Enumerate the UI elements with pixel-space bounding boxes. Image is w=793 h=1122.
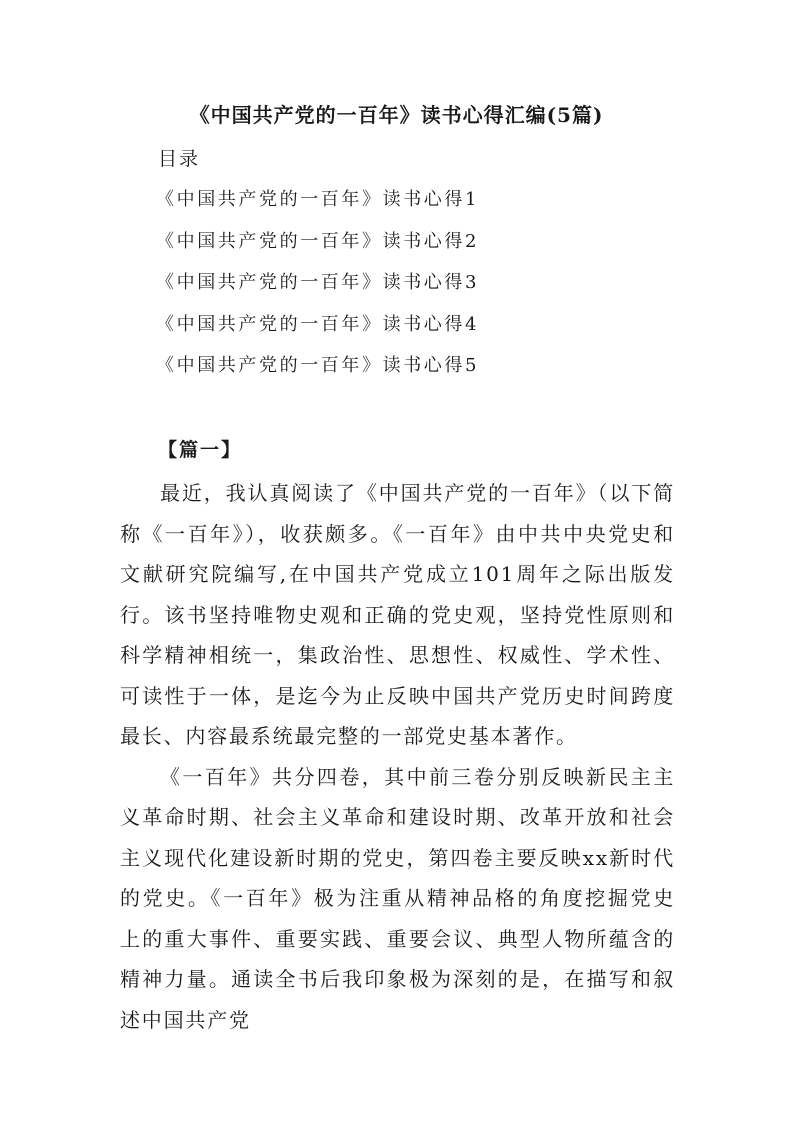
toc-item: 《中国共产党的一百年》读书心得5 (156, 355, 480, 376)
body-paragraph: 《一百年》共分四卷，其中前三卷分别反映新民主主义革命时期、社会主义革命和建设时期、改革开放和社会主义现代化建设新时期的党史，第四卷主要反映xx新时代的党史。《一百年》极为注重从精神品格的角度挖掘党史上的重大事件、重要实践、重要会议、典型人物所蕴含的精神力量。通读全书后我印象极为深刻的是，在描写和叙述中国共产党 (120, 764, 675, 1032)
toc-item: 《中国共产党的一百年》读书心得2 (156, 230, 480, 252)
body-paragraph: 最近，我认真阅读了《中国共产党的一百年》（以下简称《一百年》），收获颇多。《一百年》由中共中央党史和文献研究院编写,在中国共产党成立101周年之际出版发行。该书坚持唯物史观和正确的党史观，坚持党性原则和科学精神相统一，集政治性、思想性、权威性、学术性、可读性于一体，是迄今为止反映中国共产党历史时间跨度最长、内容最系统最完整的一部党史基本著作。 (120, 481, 675, 748)
toc-item: 《中国共产党的一百年》读书心得1 (156, 189, 480, 210)
document-title: 《中国共产党的一百年》读书心得汇编(5篇) (189, 103, 604, 127)
toc-item: 《中国共产党的一百年》读书心得3 (156, 272, 480, 293)
section-body (120, 473, 675, 1040)
section-label: 【篇一】 (158, 439, 243, 461)
toc-heading: 目录 (158, 148, 201, 170)
table-of-contents (158, 144, 718, 393)
toc-list (158, 185, 718, 393)
toc-item: 《中国共产党的一百年》读书心得4 (156, 313, 480, 335)
